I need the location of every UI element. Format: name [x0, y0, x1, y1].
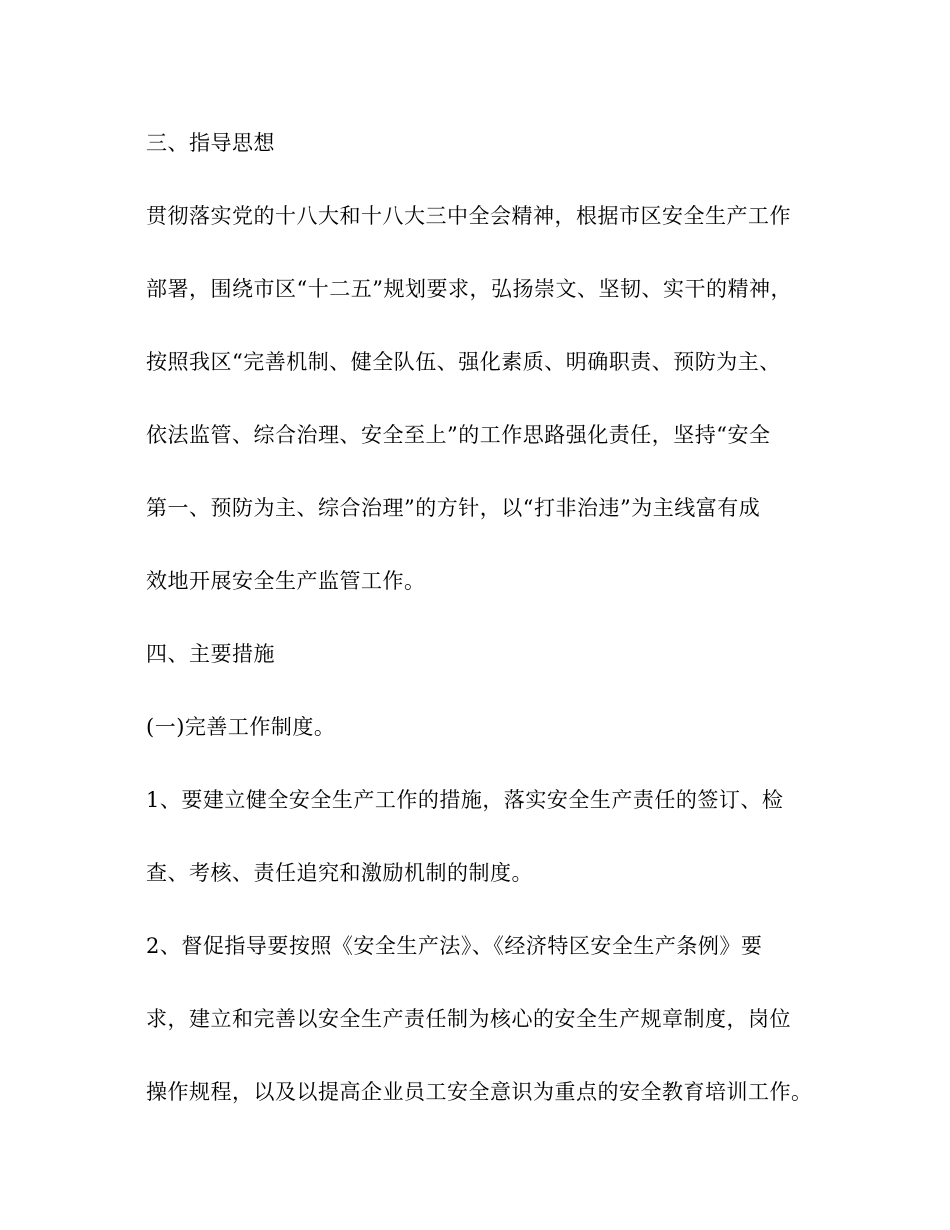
subsection-heading: (一)完善工作制度。 [146, 715, 336, 739]
paragraph-line: 部署，围绕市区“十二五”规划要求，弘扬崇文、坚韧、实干的精神， [146, 277, 792, 301]
list-item-line: 2、督促指导要按照《安全生产法》、《经济特区安全生产条例》要 [146, 934, 763, 958]
paragraph-line: 贯彻落实党的十八大和十八大三中全会精神，根据市区安全生产工作 [146, 204, 791, 228]
section-heading-guiding-ideology: 三、指导思想 [146, 131, 275, 155]
list-item-line: 求，建立和完善以安全生产责任制为核心的安全生产规章制度，岗位 [146, 1007, 791, 1031]
paragraph-line: 依法监管、综合治理、安全至上”的工作思路强化责任，坚持“安全 [146, 423, 771, 447]
list-item-line: 操作规程，以及以提高企业员工安全意识为重点的安全教育培训工作。 [146, 1080, 813, 1104]
list-item-line: 查、考核、责任追究和激励机制的制度。 [146, 861, 533, 885]
list-item-line: 1、要建立健全安全生产工作的措施，落实安全生产责任的签订、检 [146, 788, 784, 812]
section-heading-main-measures: 四、主要措施 [146, 642, 275, 666]
paragraph-line: 第一、预防为主、综合治理”的方针，以“打非治违”为主线富有成 [146, 496, 761, 520]
paragraph-line: 按照我区“完善机制、健全队伍、强化素质、明确职责、预防为主、 [146, 350, 781, 374]
paragraph-line: 效地开展安全生产监管工作。 [146, 569, 426, 593]
